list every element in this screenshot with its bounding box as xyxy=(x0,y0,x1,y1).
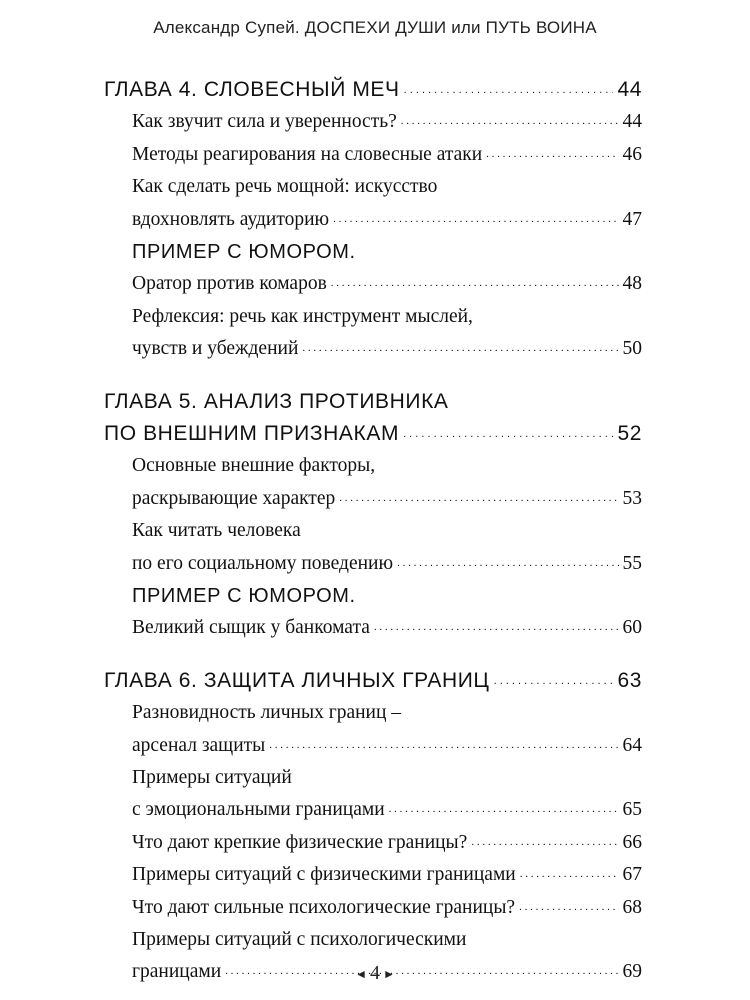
dot-leader xyxy=(389,796,619,816)
toc-entry-title: Как звучит сила и уверенность? xyxy=(132,111,397,133)
dot-leader xyxy=(339,484,618,504)
toc-entry-title-line xyxy=(132,450,642,482)
toc-page-number: 44 xyxy=(622,111,642,133)
toc-entry[interactable] xyxy=(132,612,642,644)
toc-page-number: 60 xyxy=(622,617,642,639)
toc-page-number: 65 xyxy=(622,799,642,821)
toc-entry[interactable] xyxy=(132,730,642,762)
toc-page-number: 46 xyxy=(622,143,642,165)
toc-entry-title-line xyxy=(132,301,642,333)
toc-entry[interactable] xyxy=(132,548,642,580)
dot-leader xyxy=(302,335,618,355)
toc-entry[interactable] xyxy=(132,483,642,515)
toc-entry[interactable] xyxy=(132,204,642,236)
toc-entry[interactable] xyxy=(132,827,642,859)
toc-entry-title: ПРИМЕР С ЮМОРОМ. xyxy=(132,585,356,607)
toc-entry-title: вдохновлять аудиторию xyxy=(132,208,330,230)
toc-entry-title: ПРИМЕР С ЮМОРОМ. xyxy=(132,241,356,263)
toc-page-number: 64 xyxy=(622,734,642,756)
toc-line-text: Примеры ситуаций с психологическими xyxy=(132,929,467,950)
toc-chapter[interactable] xyxy=(104,418,642,450)
toc-page-number: 67 xyxy=(622,864,642,886)
toc-page-number: 69 xyxy=(622,961,642,983)
toc-entry-title: раскрывающие характер xyxy=(132,487,336,509)
ornament-right-icon: ► xyxy=(383,966,395,981)
toc-line-text: Основные внешние факторы, xyxy=(132,455,376,477)
toc-entry[interactable] xyxy=(132,580,642,612)
toc-entry-title: арсенал защиты xyxy=(132,734,266,756)
toc-entry-title-line xyxy=(132,171,642,203)
toc-page-number: 52 xyxy=(617,422,642,445)
toc-page-number: 50 xyxy=(622,338,642,360)
toc-entry-title-line xyxy=(132,762,642,794)
toc-chapter-title-line xyxy=(104,386,642,418)
toc-entry[interactable] xyxy=(132,892,642,924)
toc-page-number: 63 xyxy=(617,668,642,692)
toc-chapter-title: ГЛАВА 4. СЛОВЕСНЫЙ МЕЧ xyxy=(104,78,400,101)
toc-entry-title-line xyxy=(132,515,642,547)
toc-entry-title: Оратор против комаров xyxy=(132,273,327,295)
toc-page-number: 66 xyxy=(622,831,642,853)
toc-page-number: 53 xyxy=(622,487,642,509)
ornament-left-icon: ◄ xyxy=(355,966,367,981)
toc-entry-title: с эмоциональными границами xyxy=(132,799,385,821)
toc-entry[interactable] xyxy=(132,859,642,891)
dot-leader xyxy=(403,419,613,440)
toc-line-text: Примеры ситуаций xyxy=(132,767,292,788)
running-head: Александр Супей. ДОСПЕХИ ДУШИ или ПУТЬ ВОИНА xyxy=(153,18,597,37)
toc-entry-title: Что дают крепкие физические границы? xyxy=(132,831,468,853)
toc-entry-title-line xyxy=(132,697,642,729)
toc-chapter[interactable] xyxy=(104,665,642,697)
toc-line-text: Разновидность личных границ – xyxy=(132,702,402,724)
dot-leader xyxy=(269,731,618,751)
toc-entry[interactable] xyxy=(132,268,642,300)
toc-entry[interactable] xyxy=(132,236,642,268)
toc-entry[interactable] xyxy=(132,794,642,826)
toc-page-number: 68 xyxy=(622,896,642,918)
toc-entry-title: Великий сыщик у банкомата xyxy=(132,617,370,639)
toc-entry-title: границами xyxy=(132,961,222,983)
dot-leader xyxy=(471,828,618,848)
toc-line-text: ГЛАВА 5. АНАЛИЗ ПРОТИВНИКА xyxy=(104,389,449,413)
toc-page-number: 44 xyxy=(617,78,642,101)
toc-entry[interactable] xyxy=(132,139,642,171)
dot-leader xyxy=(486,140,618,160)
toc-entry-title: по его социальному поведению xyxy=(132,552,394,574)
page-number: 4 xyxy=(370,962,380,984)
toc-chapter[interactable] xyxy=(104,74,642,106)
toc-entry[interactable] xyxy=(132,106,642,138)
dot-leader xyxy=(520,861,619,881)
toc-entry-title-line xyxy=(132,924,642,956)
toc-line-text: Как сделать речь мощной: искусство xyxy=(132,176,438,198)
toc-entry-title: Примеры ситуаций с физическими границами xyxy=(132,864,516,886)
toc-line-text: Как читать человека xyxy=(132,520,301,542)
toc-entry-title: Методы реагирования на словесные атаки xyxy=(132,143,483,165)
dot-leader xyxy=(374,614,619,634)
toc-chapter-title: ГЛАВА 6. ЗАЩИТА ЛИЧНЫХ ГРАНИЦ xyxy=(104,668,490,692)
dot-leader xyxy=(333,205,618,225)
dot-leader xyxy=(331,270,619,290)
dot-leader xyxy=(404,75,614,96)
toc-page-number: 47 xyxy=(622,208,642,230)
toc-entry-title: Что дают сильные психологические границы? xyxy=(132,896,516,918)
dot-leader xyxy=(397,549,618,569)
toc-entry-title: чувств и убеждений xyxy=(132,338,299,360)
toc-chapter-title: ПО ВНЕШНИМ ПРИЗНАКАМ xyxy=(104,422,400,445)
toc-entry[interactable] xyxy=(132,333,642,365)
toc-line-text: Рефлексия: речь как инструмент мыслей, xyxy=(132,305,473,327)
toc-page-number: 55 xyxy=(622,552,642,574)
dot-leader xyxy=(401,108,619,128)
dot-leader xyxy=(519,893,618,913)
page-footer xyxy=(0,962,750,985)
toc-page-number: 48 xyxy=(622,273,642,295)
dot-leader xyxy=(494,666,614,687)
